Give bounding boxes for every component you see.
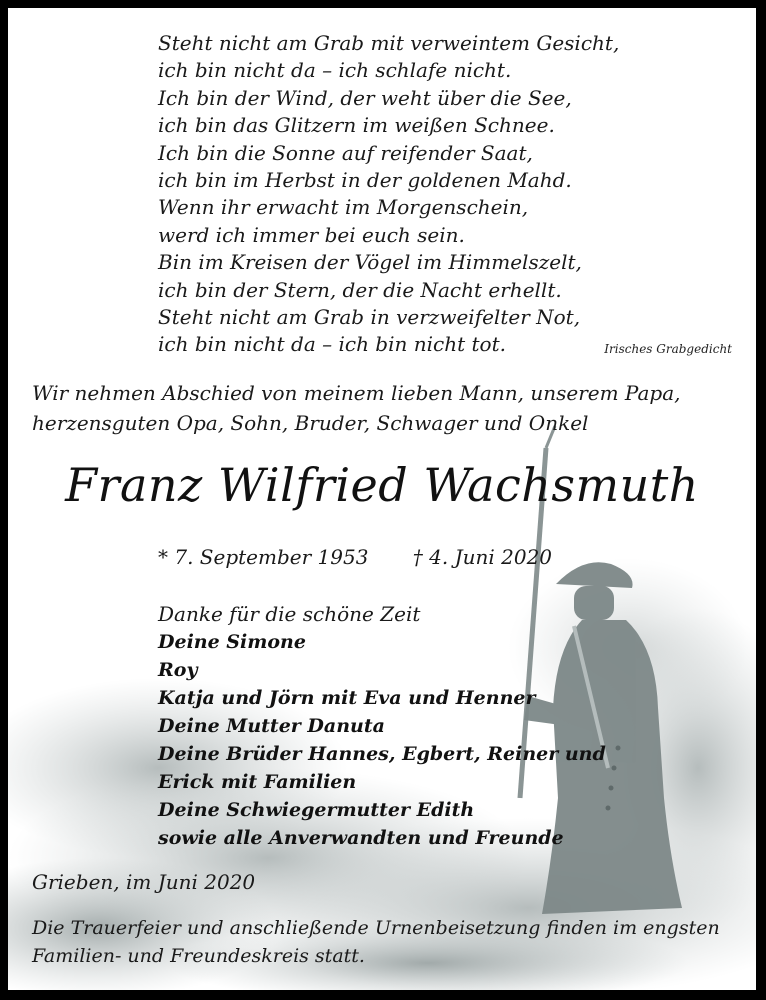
death-date: † 4. Juni 2020 xyxy=(412,545,553,569)
poem xyxy=(158,30,619,359)
poem-line: ich bin nicht da – ich bin nicht tot. xyxy=(158,332,506,357)
poem-line: ich bin im Herbst in der goldenen Mahd. xyxy=(158,168,572,193)
mourner: Roy xyxy=(158,659,198,681)
mourner: Deine Schwiegermutter Edith xyxy=(158,799,475,821)
place-date: Grieben, im Juni 2020 xyxy=(32,870,256,894)
mourners-list xyxy=(158,628,606,852)
birth-date: * 7. September 1953 xyxy=(158,545,369,569)
deceased-name: Franz Wilfried Wachsmuth xyxy=(65,458,699,512)
poem-source: Irisches Grabgedicht xyxy=(604,342,732,356)
poem-line: Steht nicht am Grab in verzweifelter Not, xyxy=(158,305,581,330)
poem-line: Bin im Kreisen der Vögel im Himmelszelt, xyxy=(158,250,582,275)
poem-line: Ich bin der Wind, der weht über die See, xyxy=(158,85,572,110)
poem-line: Steht nicht am Grab mit verweintem Gesicht, xyxy=(158,31,620,55)
mourner: Katja und Jörn mit Eva und Henner xyxy=(158,687,536,709)
poem-line: Ich bin die Sonne auf reifender Saat, xyxy=(158,140,533,165)
poem-line: ich bin der Stern, der die Nacht erhellt. xyxy=(158,277,562,302)
mourner: Deine Brüder Hannes, Egbert, Reiner und xyxy=(158,743,606,765)
intro-text: Wir nehmen Abschied von meinem lieben Mann, unserem Papa, herzensguten Opa, Sohn, Bruder, Schwager und Onkel xyxy=(32,381,681,435)
poem-line: werd ich immer bei euch sein. xyxy=(158,222,465,247)
mourner: sowie alle Anverwandten und Freunde xyxy=(158,827,564,849)
poem-line: ich bin das Glitzern im weißen Schnee. xyxy=(158,113,555,138)
life-dates xyxy=(158,545,552,569)
thanks-line: Danke für die schöne Zeit xyxy=(158,602,421,626)
funeral-notice: Die Trauerfeier und anschließende Urnenbeisetzung finden im engsten Familien- und Freundeskreis statt. xyxy=(32,917,720,967)
mourner: Erick mit Familien xyxy=(158,771,357,793)
mourner: Deine Mutter Danuta xyxy=(158,715,385,737)
poem-line: ich bin nicht da – ich schlafe nicht. xyxy=(158,58,512,83)
mourner: Deine Simone xyxy=(158,631,306,653)
poem-line: Wenn ihr erwacht im Morgenschein, xyxy=(158,195,529,220)
obituary-notice xyxy=(8,8,756,990)
